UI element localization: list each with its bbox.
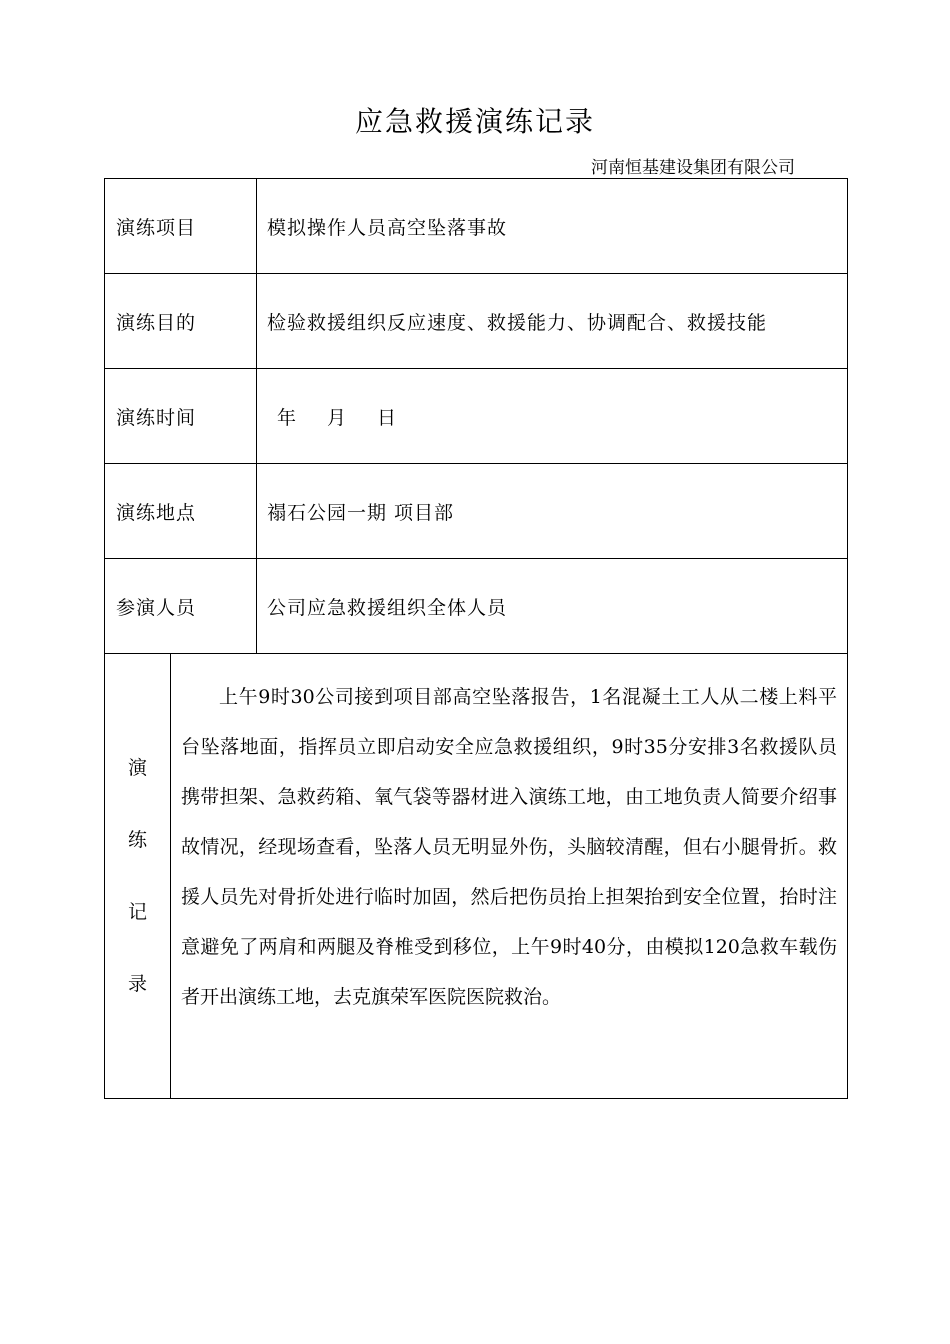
document-title: 应急救援演练记录: [354, 105, 595, 138]
label-drill-record: [105, 654, 171, 1099]
value-drill-time: [257, 369, 848, 464]
record-label-char: 录: [127, 973, 147, 995]
company-name: 河南恒基建设集团有限公司: [591, 158, 795, 178]
date-month: 月: [327, 406, 348, 429]
row-drill-location: [105, 464, 848, 559]
row-participants: [105, 559, 848, 654]
record-label-char: 练: [127, 829, 147, 851]
drill-record-text: 上午9时30公司接到项目部高空坠落报告，1名混凝土工人从二楼上料平台坠落地面，指挥员立即启动安全应急救援组织，9时35分安排3名救援队员携带担架、急救药箱、氧气袋等器材进入演练工地，由工地负责人简要介绍事故情况，经现场查看，坠落人员无明显外伤，头脑较清醒，但右小腿骨折。救援人员先对骨折处进行临时加固，然后把伤员抬上担架抬到安全位置，抬时注意避免了两肩和两腿及脊椎受到移位，上午9时40分，由模拟120急救车载伤者开出演练工地，去克旗荣军医院医院救治。: [171, 654, 848, 1099]
value-drill-item: 模拟操作人员高空坠落事故: [257, 179, 848, 274]
label-participants: 参演人员: [105, 559, 257, 654]
label-drill-purpose: 演练目的: [105, 274, 257, 369]
row-drill-item: [105, 179, 848, 274]
value-participants: 公司应急救援组织全体人员: [257, 559, 848, 654]
value-drill-location: 禢石公园一期 项目部: [257, 464, 848, 559]
label-drill-item: 演练项目: [105, 179, 257, 274]
drill-record-table: [104, 178, 848, 1099]
row-drill-purpose: [105, 274, 848, 369]
label-drill-time: 演练时间: [105, 369, 257, 464]
record-label-char: 记: [127, 901, 147, 923]
record-label-char: 演: [127, 757, 147, 779]
label-drill-location: 演练地点: [105, 464, 257, 559]
value-drill-purpose: 检验救援组织反应速度、救援能力、协调配合、救援技能: [257, 274, 848, 369]
date-day: 日: [377, 406, 398, 429]
row-drill-time: [105, 369, 848, 464]
date-year: 年: [277, 406, 298, 429]
row-drill-record: [105, 654, 848, 1099]
